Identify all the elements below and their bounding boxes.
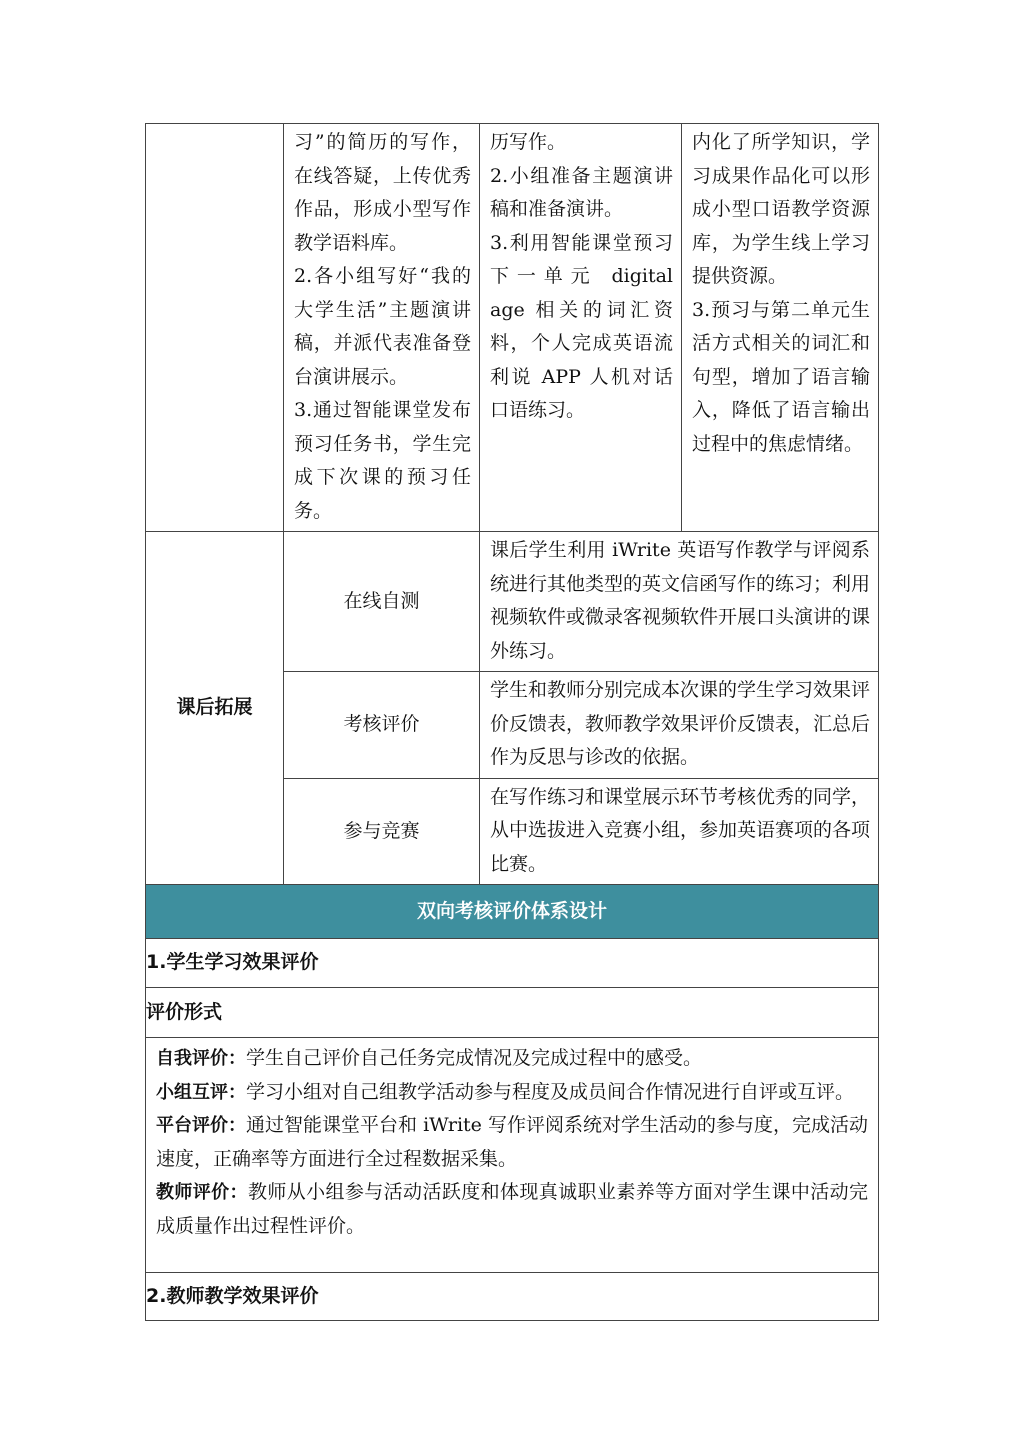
teacher-activity-p1: 习”的简历的写作，在线答疑，上传优秀作品，形成小型写作教学语料库。 (294, 131, 471, 254)
eval-item-text: 通过智能课堂平台和 iWrite 写作评阅系统对学生活动的参与度，完成活动速度，正确率等方面进行全过程数据采集。 (156, 1114, 869, 1170)
after-class-label: 课后拓展 (146, 532, 284, 885)
after-class-desc-text: 在写作练习和课堂展示环节考核优秀的同学，从中选拔进入竞赛小组，参加英语赛项的各项比赛。 (490, 785, 871, 875)
student-eval-title-row (146, 939, 879, 988)
eval-item-key: 自我评价： (156, 1048, 246, 1069)
eval-items-cell (146, 1038, 879, 1273)
teacher-activity-p3: 3.通过智能课堂发布预习任务书，学生完成下次课的预习任务。 (294, 399, 471, 522)
eval-item-peer (156, 1076, 868, 1110)
student-activity-p2: 2.小组准备主题演讲稿和准备演讲。 (490, 164, 673, 220)
lesson-plan-table (145, 123, 879, 1321)
eval-form-title-row (146, 988, 879, 1038)
after-class-desc-text: 学生和教师分别完成本次课的学生学习效果评价反馈表，教师教学效果评价反馈表，汇总后作为反思与诊改的依据。 (490, 679, 871, 768)
eval-item-text: 学习小组对自己组教学活动参与程度及成员间合作情况进行自评或互评。 (246, 1080, 855, 1103)
eval-item-teacher (156, 1176, 868, 1243)
empty-stage-cell (146, 124, 284, 532)
eval-items-row (146, 1038, 879, 1273)
design-intent-cell (682, 124, 879, 532)
section-header-row (146, 885, 879, 939)
teacher-eval-title-row (146, 1273, 879, 1321)
student-activity-p1: 历写作。 (490, 131, 567, 153)
eval-item-self (156, 1042, 868, 1076)
teacher-eval-title: 2.教师教学效果评价 (146, 1273, 879, 1321)
teacher-activity-p2: 2.各小组写好“我的大学生活”主题演讲稿，并派代表准备登台演讲展示。 (294, 265, 471, 388)
after-class-item-name: 参与竞赛 (284, 778, 480, 885)
after-class-item-desc (480, 778, 879, 885)
continuation-row (146, 124, 879, 532)
design-intent-p2: 3.预习与第二单元生活方式相关的词汇和句型，增加了语言输入，降低了语言输出过程中的焦虑情绪。 (692, 298, 870, 455)
after-class-item-desc (480, 672, 879, 779)
teacher-activity-cell (284, 124, 480, 532)
student-activity-p3: 3.利用智能课堂预习下一单元 digital age 相关的词汇资料，个人完成英语流利说 APP 人机对话口语练习。 (490, 231, 673, 421)
student-activity-cell (480, 124, 682, 532)
eval-item-key: 平台评价： (156, 1115, 247, 1136)
eval-item-text: 学生自己评价自己任务完成情况及完成过程中的感受。 (246, 1047, 703, 1069)
section-header: 双向考核评价体系设计 (146, 885, 879, 939)
eval-item-key: 教师评价： (156, 1182, 248, 1203)
after-class-row-1 (146, 532, 879, 672)
eval-form-title: 评价形式 (146, 988, 879, 1038)
eval-item-platform (156, 1109, 868, 1176)
after-class-item-name: 在线自测 (284, 532, 480, 672)
after-class-item-name: 考核评价 (284, 672, 480, 779)
eval-item-key: 小组互评： (156, 1081, 246, 1103)
student-eval-title: 1.学生学习效果评价 (146, 939, 879, 988)
eval-item-text: 教师从小组参与活动活跃度和体现真诚职业素养等方面对学生课中活动完成质量作出过程性评价。 (156, 1181, 868, 1237)
after-class-item-desc (480, 532, 879, 672)
design-intent-p1: 内化了所学知识，学习成果作品化可以形成小型口语教学资源库，为学生线上学习提供资源。 (692, 131, 870, 287)
after-class-desc-text: 课后学生利用 iWrite 英语写作教学与评阅系统进行其他类型的英文信函写作的练习；利用视频软件或微录客视频软件开展口头演讲的课外练习。 (490, 539, 871, 662)
